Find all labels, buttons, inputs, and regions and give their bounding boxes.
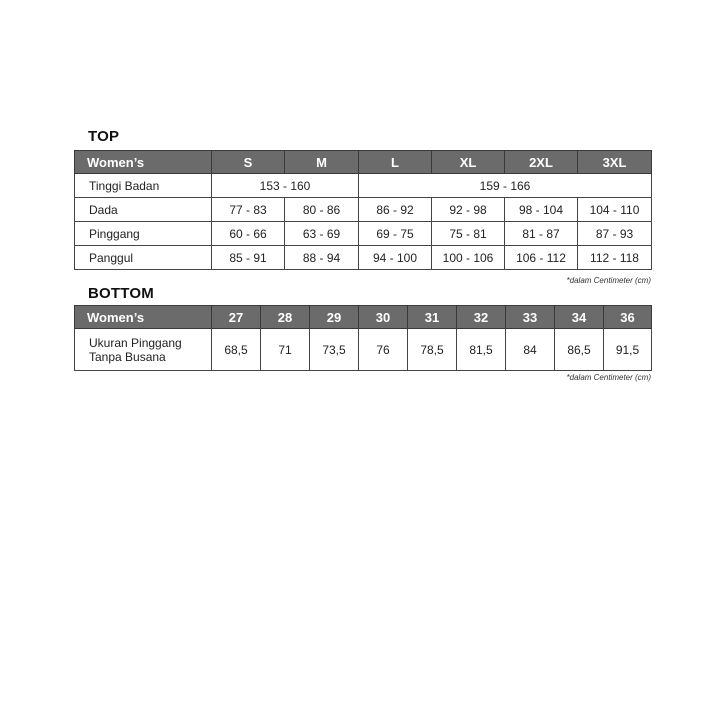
top-section-title: TOP	[88, 128, 120, 145]
table-cell: 60 - 66	[212, 222, 285, 246]
bottom-header-row	[75, 306, 652, 329]
top-header-womens: Women’s	[75, 151, 212, 174]
table-cell: 78,5	[408, 329, 457, 371]
top-header-size-xl: XL	[432, 151, 505, 174]
table-cell: 63 - 69	[285, 222, 359, 246]
table-cell: 84	[506, 329, 555, 371]
bottom-header-size-29: 29	[310, 306, 359, 329]
bottom-header-size-36: 36	[604, 306, 652, 329]
bottom-header-size-30: 30	[359, 306, 408, 329]
row-label-line-1: Ukuran Pinggang	[89, 335, 182, 350]
table-cell: 85 - 91	[212, 246, 285, 270]
table-cell: 77 - 83	[212, 198, 285, 222]
top-header-size-s: S	[212, 151, 285, 174]
table-cell: 69 - 75	[359, 222, 432, 246]
top-header-size-m: M	[285, 151, 359, 174]
table-cell: 98 - 104	[505, 198, 578, 222]
table-cell: 76	[359, 329, 408, 371]
table-cell: 68,5	[212, 329, 261, 371]
table-cell: 73,5	[310, 329, 359, 371]
bottom-section-title: BOTTOM	[88, 285, 154, 302]
table-row	[75, 329, 652, 371]
table-cell: 112 - 118	[578, 246, 652, 270]
table-cell: 92 - 98	[432, 198, 505, 222]
row-label-line-2: Tanpa Busana	[89, 349, 166, 364]
bottom-header-womens: Women’s	[75, 306, 212, 329]
table-row	[75, 174, 652, 198]
table-row	[75, 198, 652, 222]
top-header-row	[75, 151, 652, 174]
top-header-size-l: L	[359, 151, 432, 174]
table-row	[75, 222, 652, 246]
bottom-header-size-33: 33	[506, 306, 555, 329]
top-size-table	[74, 150, 652, 270]
bottom-header-size-34: 34	[555, 306, 604, 329]
row-label-ukuran-pinggang	[75, 329, 212, 371]
bottom-header-size-32: 32	[457, 306, 506, 329]
top-unit-note: *dalam Centimeter (cm)	[566, 276, 651, 285]
row-label-tinggi-badan: Tinggi Badan	[75, 174, 212, 198]
table-cell: 91,5	[604, 329, 652, 371]
tinggi-badan-s-m: 153 - 160	[212, 174, 359, 198]
bottom-size-table	[74, 305, 652, 371]
table-cell: 71	[261, 329, 310, 371]
table-cell: 81,5	[457, 329, 506, 371]
table-cell: 86,5	[555, 329, 604, 371]
row-label-pinggang: Pinggang	[75, 222, 212, 246]
table-cell: 100 - 106	[432, 246, 505, 270]
row-label-panggul: Panggul	[75, 246, 212, 270]
bottom-header-size-28: 28	[261, 306, 310, 329]
table-cell: 106 - 112	[505, 246, 578, 270]
top-header-size-3xl: 3XL	[578, 151, 652, 174]
table-row	[75, 246, 652, 270]
bottom-header-size-31: 31	[408, 306, 457, 329]
table-cell: 80 - 86	[285, 198, 359, 222]
bottom-header-size-27: 27	[212, 306, 261, 329]
tinggi-badan-l-3xl: 159 - 166	[359, 174, 652, 198]
table-cell: 75 - 81	[432, 222, 505, 246]
bottom-unit-note: *dalam Centimeter (cm)	[566, 373, 651, 382]
table-cell: 88 - 94	[285, 246, 359, 270]
table-cell: 86 - 92	[359, 198, 432, 222]
row-label-dada: Dada	[75, 198, 212, 222]
table-cell: 81 - 87	[505, 222, 578, 246]
top-header-size-2xl: 2XL	[505, 151, 578, 174]
table-cell: 87 - 93	[578, 222, 652, 246]
table-cell: 104 - 110	[578, 198, 652, 222]
table-cell: 94 - 100	[359, 246, 432, 270]
